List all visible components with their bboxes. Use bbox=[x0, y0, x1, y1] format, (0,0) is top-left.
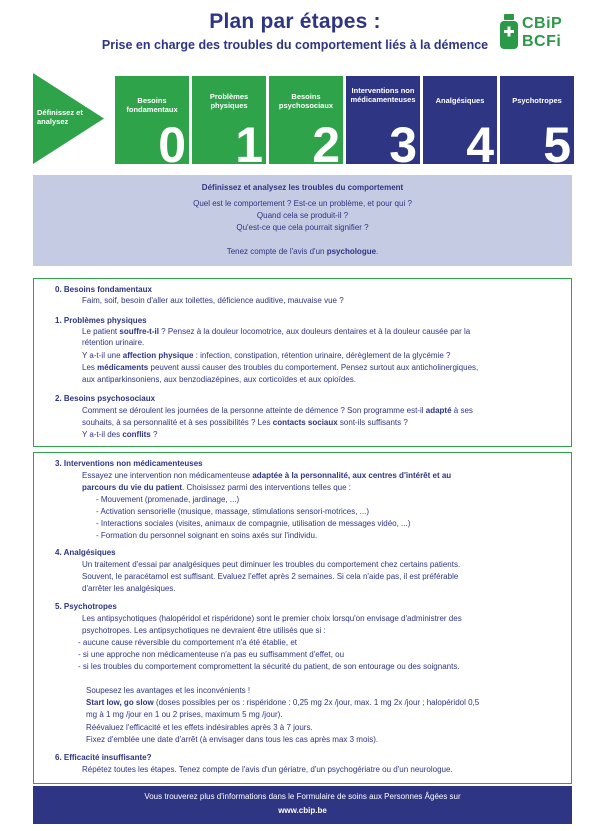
step-label: Analgésiques bbox=[435, 96, 485, 105]
section-5-title: 5. Psychotropes bbox=[55, 602, 117, 611]
footer-link[interactable]: www.cbip.be bbox=[278, 806, 327, 815]
footer-banner bbox=[33, 786, 572, 824]
section-1-line-2: rétention urinaire. bbox=[82, 338, 145, 347]
pill-bottle-icon bbox=[499, 14, 519, 50]
section-5-line-3: Soupesez les avantages et les inconvénients ! bbox=[86, 686, 251, 695]
cbip-logo bbox=[499, 14, 579, 58]
logo-text-bcfi: BCFi bbox=[522, 33, 562, 50]
section-2-line-2: souhaits, à sa personnalité et à ses possibilités ? Les contacts sociaux sont-ils suffisants ? bbox=[82, 418, 408, 427]
section-5-line-6: Réévaluez l'efficacité et les effets indésirables après 3 à 7 jours. bbox=[86, 723, 313, 732]
define-analyze-arrow bbox=[33, 73, 104, 164]
arrow-label: Définissez et analysez bbox=[37, 108, 83, 126]
section-2-title: 2. Besoins psychosociaux bbox=[55, 394, 156, 403]
section-4-line-2: Souvent, le paracétamol est suffisant. Evaluez l'effet après 2 semaines. Si cela n'aide pas, il est préférable bbox=[82, 572, 459, 581]
section-2-line-3: Y a-t-il des conflits ? bbox=[82, 430, 158, 439]
section-5-line-2: psychotropes. Les antipsychotiques ne devraient être utilisés que si : bbox=[82, 626, 326, 635]
steps-0-2-panel bbox=[33, 278, 572, 447]
step-0-basic-needs bbox=[115, 76, 189, 164]
step-label: Besoins fondamentaux bbox=[126, 96, 178, 114]
section-3-bullet-2: - Activation sensorielle (musique, massage, stimulations sensori-motrices, ...) bbox=[96, 507, 369, 516]
section-6-title: 6. Efficacité insuffisante? bbox=[55, 753, 152, 762]
step-label: Interventions non médicamenteuses bbox=[350, 86, 416, 104]
section-3-title: 3. Interventions non médicamenteuses bbox=[55, 459, 203, 468]
section-5-bullet-1: - aucune cause réversible du comportement n'a été établie, et bbox=[78, 638, 297, 647]
section-1-line-3: Y a-t-il une affection physique : infection, constipation, rétention urinaire, dérèglement de la glycémie ? bbox=[82, 351, 451, 360]
intro-question-2: Quand cela se produit-il ? bbox=[256, 211, 349, 220]
step-2-psychosocial-needs bbox=[269, 76, 343, 164]
section-4-line-3: d'arrêter les analgésiques. bbox=[82, 584, 176, 593]
step-3-non-drug-interventions bbox=[346, 76, 420, 164]
section-3-line-1: Essayez une intervention non médicamenteuse adaptée à la personnalité, aux centres d'intérêt et au bbox=[82, 471, 452, 480]
step-label: Problèmes physiques bbox=[209, 92, 249, 110]
step-number: 0 bbox=[158, 117, 186, 164]
section-1-line-4: Les médicaments peuvent aussi causer des troubles du comportement. Pensez surtout aux anticholinergiques, bbox=[82, 363, 479, 372]
section-4-title: 4. Analgésiques bbox=[55, 548, 116, 557]
footer-text: Vous trouverez plus d'informations dans le Formulaire de soins aux Personnes Âgées sur bbox=[144, 792, 461, 801]
step-1-physical-problems bbox=[192, 76, 266, 164]
intro-title: Définissez et analysez les troubles du comportement bbox=[201, 183, 404, 192]
page-subtitle: Prise en charge des troubles du comportement liés à la démence bbox=[101, 38, 489, 52]
step-number: 4 bbox=[466, 117, 494, 164]
step-number: 3 bbox=[389, 117, 417, 164]
section-0-text: Faim, soif, besoin d'aller aux toilettes, déficience auditive, mauvaise vue ? bbox=[82, 296, 344, 305]
step-5-psychotropics bbox=[500, 76, 574, 164]
section-2-line-1: Comment se déroulent les journées de la personne atteinte de démence ? Son programme est-il adapté à ses bbox=[82, 406, 473, 415]
step-4-analgesics bbox=[423, 76, 497, 164]
section-5-line-1: Les antipsychotiques (halopéridol et rispéridone) sont le premier choix lorsqu'on envisage d'administrer des bbox=[82, 614, 462, 623]
page-title: Plan par étapes : bbox=[209, 10, 381, 33]
intro-box bbox=[33, 175, 572, 266]
intro-question-1: Quel est le comportement ? Est-ce un problème, et pour qui ? bbox=[193, 199, 412, 208]
steps-3-6-panel bbox=[33, 452, 572, 784]
section-5-line-5: mg à 1 mg /jour en 1 ou 2 prises, maximum 5 mg /jour). bbox=[86, 710, 283, 719]
section-3-bullet-3: - Interactions sociales (visites, animaux de compagnie, utilisation de messages vidéo, ...) bbox=[96, 519, 411, 528]
section-1-line-1: Le patient souffre-t-il ? Pensez à la douleur locomotrice, aux douleurs dentaires et à la douleur causée par la bbox=[82, 327, 471, 336]
section-3-bullet-4: - Formation du personnel soignant en soins axés sur l'individu. bbox=[96, 531, 318, 540]
section-5-bullet-3: - si les troubles du comportement compromettent la sécurité du patient, de son entourage ou des soignants. bbox=[78, 662, 460, 671]
section-5-bullet-2: - si une approche non médicamenteuse n'a pas eu suffisamment d'effet, ou bbox=[78, 650, 345, 659]
step-label: Psychotropes bbox=[512, 96, 562, 105]
section-3-bullet-1: - Mouvement (promenade, jardinage, ...) bbox=[96, 495, 240, 504]
section-3-line-2: parcours du vie du patient. Choisissez parmi des interventions telles que : bbox=[82, 483, 351, 492]
step-number: 2 bbox=[312, 117, 340, 164]
intro-note: Tenez compte de l'avis d'un psychologue. bbox=[226, 247, 379, 256]
section-0-title: 0. Besoins fondamentaux bbox=[55, 285, 152, 294]
intro-question-3: Qu'est-ce que cela pourrait signifier ? bbox=[236, 223, 369, 232]
step-number: 5 bbox=[543, 117, 571, 164]
section-4-line-1: Un traitement d'essai par analgésiques peut diminuer les troubles du comportement chez certains patients. bbox=[82, 560, 461, 569]
step-number: 1 bbox=[235, 117, 263, 164]
section-1-line-5: aux antiparkinsoniens, aux benzodiazépines, aux corticoïdes et aux opioïdes. bbox=[82, 375, 356, 384]
section-1-title: 1. Problèmes physiques bbox=[55, 316, 147, 325]
section-6-line-1: Répétez toutes les étapes. Tenez compte de l'avis d'un gériatre, d'un psychogériatre ou d'un neurologue. bbox=[82, 765, 453, 774]
step-label: Besoins psychosociaux bbox=[278, 92, 334, 110]
logo-text-cbip: CBiP bbox=[522, 15, 563, 32]
section-5-line-7: Fixez d'emblée une date d'arrêt (à envisager dans tous les cas après max 3 mois). bbox=[86, 735, 379, 744]
section-5-line-4: Start low, go slow (doses possibles per os : rispéridone : 0,25 mg 2x /jour, max. 1 mg 2x /jour ; halopéridol 0,5 bbox=[86, 698, 480, 707]
